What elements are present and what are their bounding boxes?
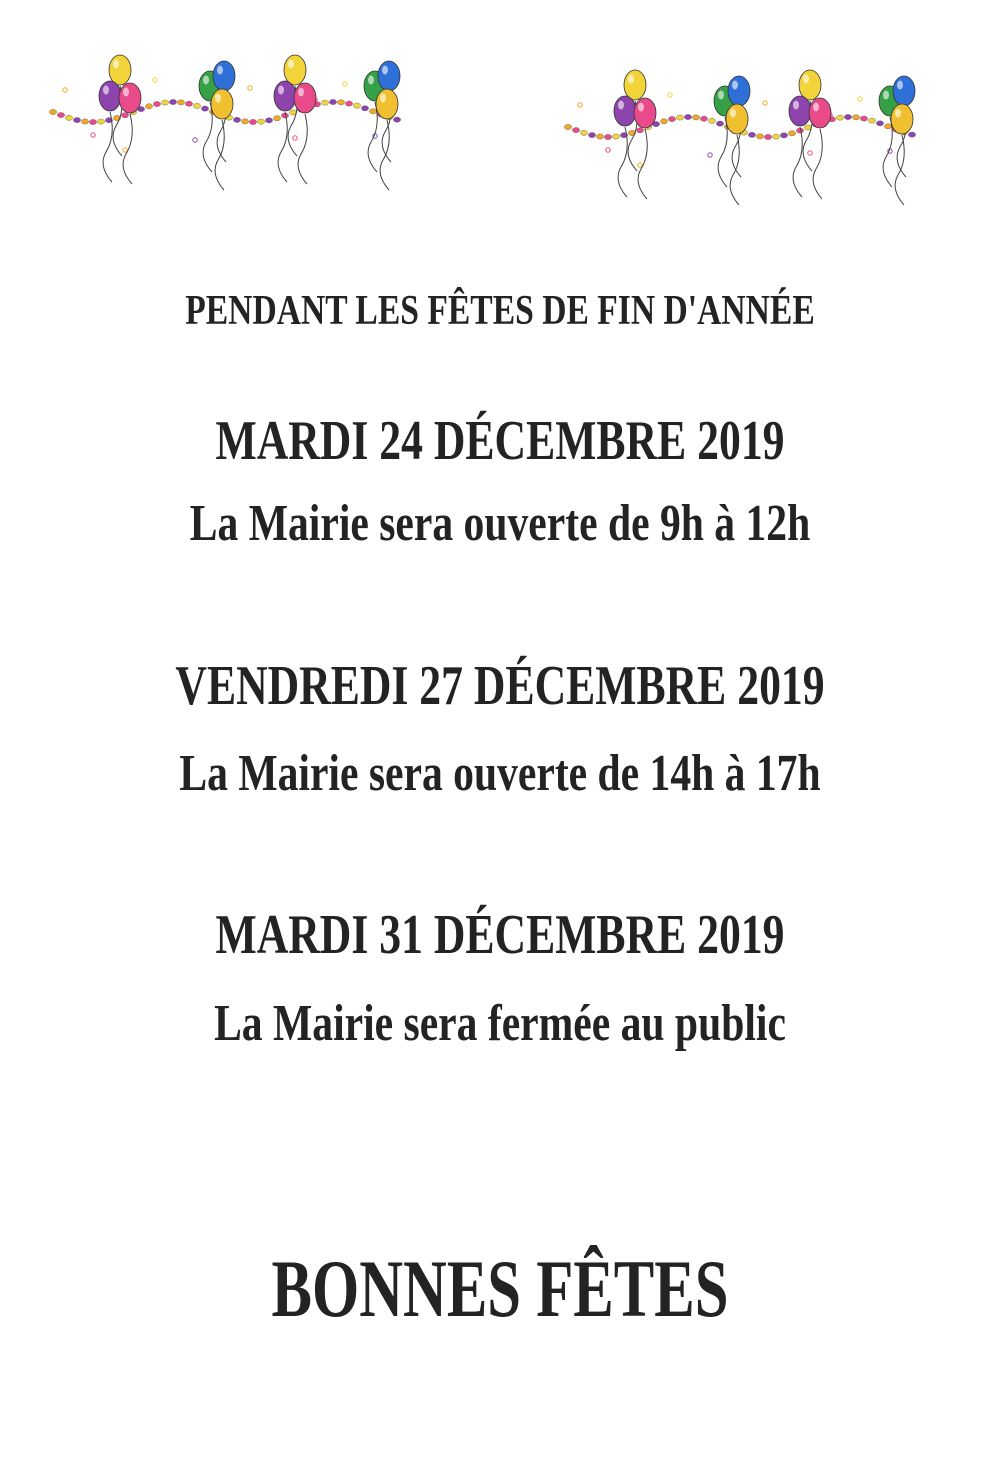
date-heading-3: MARDI 31 DÉCEMBRE 2019: [215, 904, 785, 966]
opening-info-1: La Mairie sera ouverte de 9h à 12h: [189, 495, 811, 552]
balloon-cluster: [879, 76, 915, 205]
date-heading-2: VENDREDI 27 DÉCEMBRE 2019: [175, 655, 825, 717]
opening-info-2: La Mairie sera ouverte de 14h à 17h: [179, 745, 821, 802]
closing-greeting: BONNES FÊTES: [271, 1243, 729, 1334]
balloon-cluster: [364, 61, 400, 190]
balloon-cluster: [714, 76, 750, 205]
opening-info-3: La Mairie sera fermée au public: [214, 995, 786, 1052]
date-heading-1: MARDI 24 DÉCEMBRE 2019: [215, 410, 785, 472]
balloon-garland-left: [45, 40, 405, 210]
balloon-garland-right: [560, 55, 920, 225]
balloon-cluster: [199, 61, 235, 190]
notice-title: PENDANT LES FÊTES DE FIN D'ANNÉE: [185, 288, 815, 334]
